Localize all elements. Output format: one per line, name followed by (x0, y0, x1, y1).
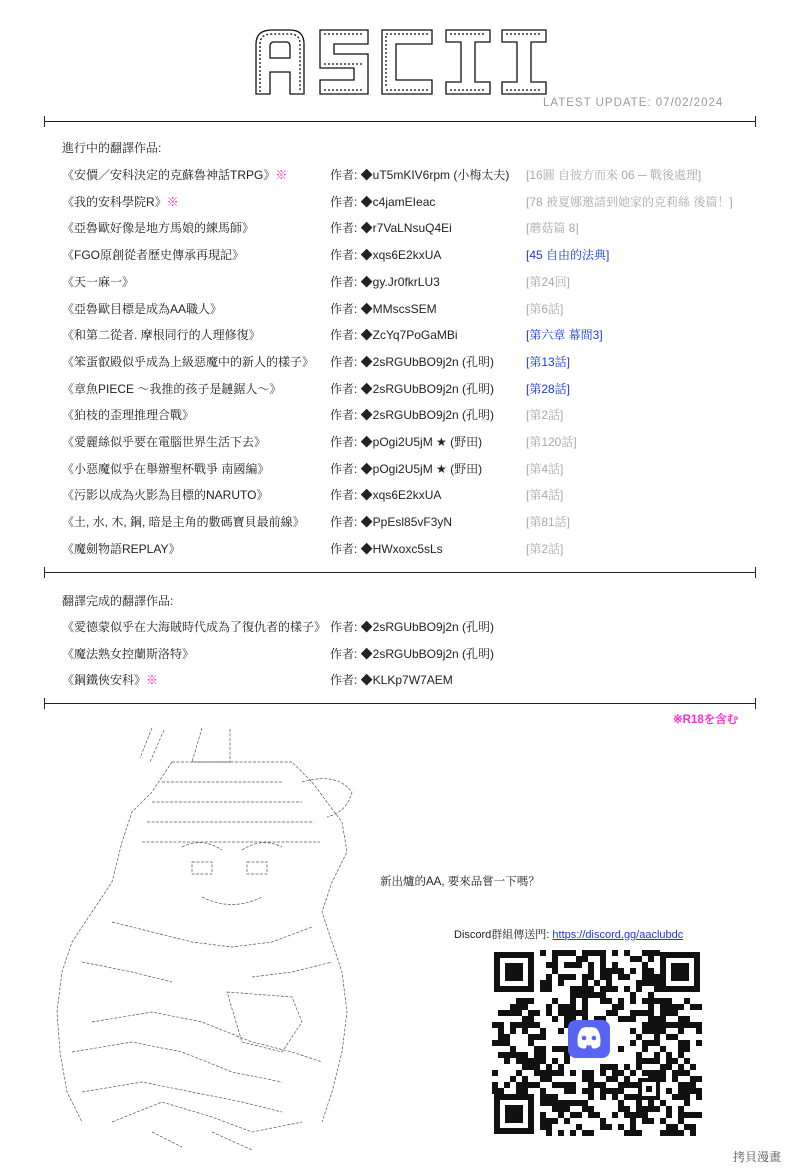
latest-chapter[interactable]: [第24回] (526, 274, 571, 289)
work-author: 作者: ◆uT5mKIV6rpm (小梅太夫) (330, 168, 510, 182)
ongoing-row (62, 300, 762, 318)
work-author: 作者: ◆PpEsl85vF3yN (330, 515, 453, 530)
work-title[interactable] (62, 540, 180, 557)
work-author: 作者: ◆HWxoxc5sLs (330, 541, 443, 556)
work-author: 作者: ◆xqs6E2kxUA (330, 488, 442, 503)
ongoing-row (62, 326, 762, 344)
discord-qr-code (490, 948, 704, 1138)
work-title[interactable] (62, 513, 305, 530)
work-title-text: 《亞魯歐目標是成為AA職人》 (62, 301, 223, 316)
work-title[interactable] (62, 460, 269, 477)
ongoing-row (62, 353, 762, 371)
completed-row (62, 618, 762, 636)
work-title[interactable] (62, 273, 134, 290)
work-title-text: 《章魚PIECE ～我推的孩子是鏈鋸人～》 (62, 381, 282, 396)
watermark-credit: 拷貝漫畫 (733, 1150, 782, 1164)
discord-link[interactable]: https://discord.gg/aaclubdc (552, 929, 684, 941)
work-author: 作者: ◆gy.Jr0fkrLU3 (330, 274, 440, 289)
r18-note: ※R18を含む (673, 714, 739, 726)
work-title[interactable] (62, 406, 194, 423)
completed-row (62, 645, 762, 663)
r18-mark: ※ (146, 673, 159, 688)
latest-chapter[interactable]: [第28話] (526, 381, 571, 396)
work-author: 作者: ◆2sRGUbBO9j2n (孔明) (330, 354, 495, 369)
work-title-text: 《愛麗絲似乎要在電腦世界生活下去》 (62, 435, 267, 449)
work-title[interactable] (62, 486, 268, 503)
work-title-text: 《亞魯歐好像是地方馬娘的練馬師》 (62, 221, 255, 236)
work-title[interactable] (62, 300, 222, 317)
work-title-text: 《小惡魔似乎在舉辦聖杯戰爭 南國編》 (62, 461, 270, 476)
latest-chapter[interactable]: [16圓 自彼方而來 06 ─ 戰後處理] (526, 168, 702, 182)
work-title[interactable] (62, 246, 244, 263)
r18-mark: ※ (166, 194, 179, 209)
work-author: 作者: ◆xqs6E2kxUA (330, 248, 442, 263)
work-title-text: 《愛德蒙似乎在大海賊時代成為了復仇者的樣子》 (62, 620, 327, 634)
latest-chapter[interactable]: [第13話] (526, 354, 571, 369)
latest-chapter[interactable]: [蘑菇篇 8] (526, 221, 579, 236)
work-title-text: 《鋼鐵俠安科》 (62, 673, 147, 688)
discord-label: Discord群組傳送門: (454, 929, 553, 941)
work-title-text: 《FGO原創從者歷史傳承再現記》 (62, 248, 244, 263)
work-author: 作者: ◆r7VaLNsuQ4Ei (330, 221, 452, 236)
ongoing-row (62, 460, 762, 478)
completed-row (62, 671, 762, 689)
work-title-text: 《土, 水, 木, 鋼, 暗是主角的數碼寶貝最前線》 (62, 515, 305, 530)
latest-chapter[interactable]: [第4話] (526, 461, 564, 476)
work-title-text: 《狛枝的歪理推理合戰》 (62, 408, 195, 423)
latest-chapter[interactable]: [第2話] (526, 408, 564, 423)
latest-chapter[interactable]: [第六章 幕間3] (526, 328, 603, 343)
latest-chapter[interactable]: [第81話] (526, 515, 571, 530)
ongoing-row (62, 273, 762, 291)
work-title-text: 《魔劍物語REPLAY》 (62, 541, 181, 556)
ongoing-row (62, 540, 762, 558)
ongoing-row (62, 380, 762, 398)
r18-mark: ※ (275, 168, 288, 182)
divider (44, 703, 756, 704)
ongoing-row (62, 513, 762, 531)
work-author: 作者: ◆2sRGUbBO9j2n (孔明) (330, 646, 495, 661)
work-author: 作者: ◆pOgi2U5jM ★ (野田) (330, 461, 483, 476)
divider (44, 121, 756, 122)
latest-chapter[interactable]: [第2話] (526, 541, 564, 556)
completed-section-title: 翻譯完成的翻譯作品: (62, 594, 174, 608)
work-title[interactable] (62, 326, 261, 343)
ongoing-row (62, 406, 762, 424)
work-author: 作者: ◆2sRGUbBO9j2n (孔明) (330, 620, 495, 634)
latest-chapter[interactable]: [第6話] (526, 301, 564, 316)
latest-update: LATEST UPDATE: 07/02/2024 (543, 97, 724, 109)
work-title[interactable] (62, 380, 281, 397)
work-title-text: 《天一麻一》 (62, 274, 135, 289)
work-title[interactable] (62, 353, 314, 370)
ascii-art-illustration (52, 722, 372, 1152)
work-author: 作者: ◆2sRGUbBO9j2n (孔明) (330, 381, 495, 396)
divider (44, 572, 756, 573)
work-title-text: 《和第二從者. 摩根同行的人理修復》 (62, 328, 261, 343)
work-author: 作者: ◆MMscsSEM (330, 301, 437, 316)
ongoing-row (62, 486, 762, 504)
ongoing-row (62, 246, 762, 264)
work-title[interactable] (62, 433, 266, 450)
work-title-text: 《污影以成為火影為目標的NARUTO》 (62, 488, 269, 503)
work-title-text: 《我的安科學院R》 (62, 194, 167, 209)
latest-chapter[interactable]: [第120話] (526, 435, 577, 449)
ongoing-row (62, 433, 762, 451)
ongoing-row (62, 166, 762, 184)
ongoing-row (62, 219, 762, 237)
work-title-text: 《安價／安科決定的克蘇魯神話TRPG》 (62, 168, 276, 182)
work-title-text: 《笨蛋叡殿似乎成為上級惡魔中的新人的樣子》 (62, 354, 315, 369)
work-title[interactable] (62, 166, 287, 183)
work-title[interactable] (62, 645, 194, 662)
work-title-text: 《魔法熟女控蘭斯洛特》 (62, 646, 195, 661)
ascii-logo (250, 22, 550, 98)
work-author: 作者: ◆c4jamEIeac (330, 194, 436, 209)
work-title[interactable] (62, 193, 179, 210)
latest-chapter[interactable]: [78 被夏娜邀請到她家的克莉絲 後篇！] (526, 194, 733, 209)
work-author: 作者: ◆KLKp7W7AEM (330, 673, 453, 688)
work-title[interactable] (62, 671, 158, 688)
latest-chapter[interactable]: [45 自由的法典] (526, 248, 610, 263)
discord-invite (454, 926, 683, 942)
ongoing-section-title: 進行中的翻譯作品: (62, 141, 162, 155)
promo-text: 新出爐的AA, 要來品嘗一下嗎？ (380, 876, 540, 888)
discord-logo-icon (568, 1020, 610, 1058)
latest-chapter[interactable]: [第4話] (526, 488, 564, 503)
work-author: 作者: ◆2sRGUbBO9j2n (孔明) (330, 408, 495, 423)
work-title[interactable] (62, 618, 326, 635)
work-author: 作者: ◆ZcYq7PoGaMBi (330, 328, 458, 343)
ongoing-row (62, 193, 762, 211)
work-author: 作者: ◆pOgi2U5jM ★ (野田) (330, 435, 483, 449)
work-title[interactable] (62, 219, 254, 236)
